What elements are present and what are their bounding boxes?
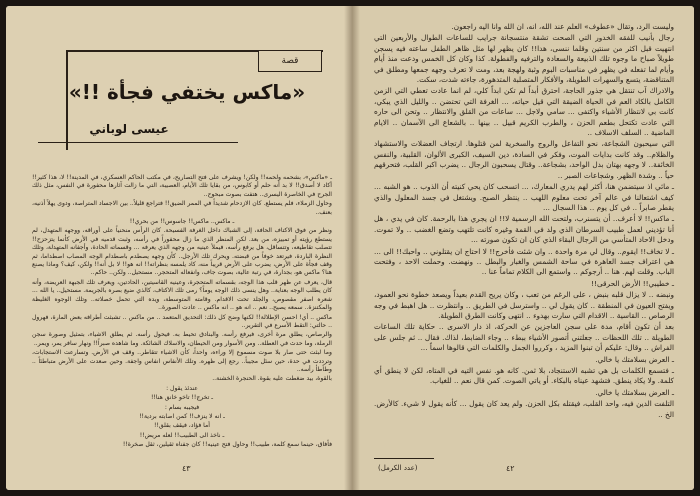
dialogue-line: ـ انه لا ينزف!! كمن اصابته بردية!!: [139, 412, 225, 420]
dialogue-line: ـ ماكس.. ماكس!! جاسوس!! من بحري!!: [129, 218, 235, 226]
dialogue-line: ـ ناخذ الى الطبيب!! لعله مريض!!: [139, 431, 225, 439]
section-label: قصة: [258, 50, 322, 72]
paragraph: وما لبثت حتى صار بلا صوت مسموع إلا وراءه، واحداً، كأن الاشياء تتقاطر.. وقف في الأرض. وتسارعت الاستجابات، وترددت في حدة، حين سئل مجيباً.. رجع إلى ظهره. وتلك الأنفاس انفاس واجفة. وحين صعدت على الأرض متباطئاً .. وطأطأ رأسه..: [32, 349, 332, 373]
paragraph: ماكس .. أي! احسن الإطلالة!! لكنها وضح كل ذلك: التحديق المتعمد .. من ماكس .. تشبثت أطرافه بعض المارة، فهرول .. حالتي: التقط الأسرع في التقرير..: [32, 313, 332, 329]
paragraph: التلفت الدين فيه، واحد القلب، فيقتله بكل الحزن. ولم يعد كان يقول ... كأنه يقول لا شيء. كالأرض. الخ ..: [374, 399, 674, 419]
magazine-spread: [6, 6, 694, 490]
paragraph: ـ فتسمع الكلمات بل هي تشبه الاستنجاد، بلا ثمن. كانه هو. نفس التيه في المتاه، لكن لا ينطق أي كلمة. ولا يكاد ينطق. فتشهد عيناه بالبكاء. أو ياتي الصوت. كمن قال نعم .. للغياب.: [374, 366, 674, 386]
paragraph: رجال بأنيب للفقه الخدور التي الصحت تشقة منتسجانة جرايب للساعات الطوال والأربعين التي انتهيت قبل اكثر من سنتين وقلما ننسى، هدا!! كان يظهر لها مثل ظاهر الطفل ساعته فيه يسجن طويلاً صباح ما وجوه تلك الذبيعة والسعادة والترفيه والفطولة. كذا وكان كل الخمس ودعت منذ أيام وأيام لما تفعله في يظهر في مناسبات البوم وثبة ولهجة بعد، ومت لا تعرف وجهه جمعها ومطلق في المتناقضة، يتسع والسهرات الطويلة، والأفكار المتصلبة المتدهورة، جاءته شدت، سكت.: [374, 33, 674, 85]
author-name: عيسى لوباني: [89, 122, 169, 136]
left-page: [6, 6, 352, 490]
page-number: ٤٢: [506, 464, 515, 473]
left-body-text: [32, 174, 332, 451]
dialogue-line: ـ خطيبي!! الأرض الحرقى!!: [591, 278, 674, 288]
paragraph: بالقوة، بيد ضغطت عليه بقوة. الحنجرة الخشنة..: [212, 375, 332, 383]
paragraph: والرصاص، يطلق مرة أخرى، فيرفع رأسه. والبنادق تحيط به. فيحول رأسه. ثم يطلق الاشياء، بتمثيل وصورة سجن الرملة، وما حدث في العطلة.. ومن الأسوار ومن الحيطان، والاسلاك الشائكة. وما شاهده صبراً!! ونهار سافر يمر، ويمر..: [32, 331, 332, 347]
paragraph: ونبضه .. لا يزال قلبه بنبض ، على الرغم من تعب ، وكان يريح القدم بعيداً ويصعد خطوة نحو العمود، ويفتح العيون في المنطقة .. كان يقول لي .. واسترسل في الطريق .. وانتظرت .. هل اهبط في وجه الرصاص .. القاسية .. الاقدام التي سارت بهدوء .. انتهى وكانت الطرق الطويلة.: [374, 290, 674, 320]
story-title: «ماكس يختفي فجأة !!»: [68, 80, 306, 104]
paragraph: قال، يعرف عن ظهر قلب هذا الوجه، بقسماته المتحجرة، وعينيه القاسيتين، الحادتين، ويعرف تلك الجبهة العريضة، وأنه كان يطلب الوجه بعناية.. وهل ينسى ذلك الوجه يوماً؟ رمى تلك الاكتاف، كالذي ضيع بصره بالجريمة. مستحيل.. يا الله ... شعره اصفر مقصوص، والجلد تحت الاقدام. وقامته المتوسطة، ويده التي تحمل خصلاته.. وتلك الوجوه الغليظة والمكتنزة.. سمعه يصيح.. نعم .. انه هو .. انه ماكس .. عادت الصورة..: [32, 278, 332, 312]
dialogue-line: أما فؤاد، فيقف بقلق!!: [154, 422, 210, 430]
footer-divider: [374, 458, 434, 459]
dialogue-line: عندئذ يقول :: [166, 384, 198, 392]
paragraph: وحاول الزملاء، فلم يستطع. كان الازدحام شديداً في الممر الضيق!! فتراجع قليلاً.. بين الاجساد المتراصة، ودوى يهلاً أذنيه، بعنف..: [32, 200, 332, 216]
paragraph: ـ مائي اذ سيتضمن هنا، أكثر لهم يدري المعارك، ... اتسحب كان يحي كنيته أن الذوب .. هو الشبه ... كيف اشتعالنا في عالم آخر تحت معلوم اللهب .. ينتظر الصبح. ويشتغل في جسد المعلول والذي يقطر صابراً .. في كل يوم .. هذا السجال ...: [374, 182, 674, 212]
paragraph: ـ ماكس!! لا أعرف.. أن يتسنرب، ولتحت الله الرسمية لا!! ان يجري هذا بالرحمة. كان في يدي ، هل أنا تؤديني لعمل طبيب السرطان الذي ولد في القمة وغيره كانت تلتهب وتضع الغضب .. ولا تموت. ودخل الاحاد المتأسي من الرجال البقاء الذي كان ان تكون صورته ...: [374, 214, 674, 245]
paragraph: ونظر من فوق الاكتاف الحافة، إلى الشباك داخل الغرفة الفسيحة. كان الرأس منحنياً على أوراقه، ووجهه المتهدل، لم يستطع رؤيته أو تمييزه، من بعد. لكن المنظر الذي ما زال محفوراً في رأسه، وثبت قدميه في الأرض كأنما يتزحزح!! تتصلب تقاطيعه، وتتساقل، هل يرفع رأسه، فيملأ عينيه من وجهه الذي يعرفه ... وقسماته الحادة، وأجفانه المتهدلة، وتلك النظرة الباردة، فيرتعد خوفاً من قبضته. ويحرك تلك الأرجل.. كأن وجهه يصطدم باصطدام الوجه المصاب اصطداما، ثم وقف فجأة على الأرض، يضرب على الأرض قريباً منه، كاد يلمسه بنظراته!! انه هو!! لا بل أنه!! ولكن، كيف؟ وماذا يصنع هنا؟ ماكس هو، بجدارة، في رتبة عالية، بصوت جاف، وانفعاله المتحجر.. مستحيل.. ولكن.. حاكم..: [32, 227, 332, 277]
dialogue-line: فيجيبه بسام :: [164, 403, 200, 411]
paragraph: ـ «ماكس»، بشحمه ولحمه!! ولكن! ويشرف على فتح التصاريح، في مكتب الحاكم العسكري، في المدينة!! لا، هذا كثير!! أكاد لا أصدق!! لا بد أنه حلم أو كابوس، من بقايا تلك الأيام، العصيبة، التي ما زالت آثارها محفورة في النفس، مثل ذلك الجرح في الخاصرة اليسرى.. هتفت بصوت مبحوح..: [32, 174, 332, 198]
paragraph: بعد أن تكون أقام، مدة على سجن العاجزين عن الحركة، اذ دار الاسرى .. حكاية تلك الساعات الطويلة .. تلك اللحظات .. جعلتني أتصور الأشياء ببطء .. وجاء الضابط، لذاك. فقال .. ثم جلس على الفراش .. وقال: عليكم أن تبنوا المزيد ، وكرروا الجمل والكلمات التي قالوها اسماً ...: [374, 322, 674, 353]
paragraph: ـ لا تخاف!! ايقوم.. وقال لي مرة واحدة .. وان شئت فأخرج!! لا احتاج ان يقتلوني .. واحبك!! الى ... هي اعتراف جسد العاهرة في ساحة الشمس والغبار والبطل .. ونهضت. وحملت الاحد ، وفتحت الباب. وقلت لهم. هنا .. أرجوكم .. واستمع الى الكلام تماماً عنا ..: [374, 246, 674, 277]
dialogue-line: ـ العرض بسلامتك يا خالي.: [595, 387, 674, 397]
book-gutter: [344, 6, 360, 490]
right-body-text: [374, 22, 674, 421]
author-divider: [38, 142, 238, 143]
paragraph: فأفاق، حينما سمع كلمة، طبيب!! وحاول فتح عينيه!! كان جفناه ثقيلين، ثقل صخرة!!: [122, 441, 332, 449]
page-number: ٤٣: [182, 464, 191, 473]
footer-code: (عدد الكرمل): [378, 464, 418, 472]
paragraph: والادراك آب تنتقل هي جذور الحاجة، احترق أبداً لم تكن ابداً كلي، لم انما عادت تعطي التي الزمن الكامل بالكاد العم في الحياة الضيقة التي قيل حياته، ... الغرفة التي تحتضن .. والليل الذي يبكي، كانت بي لانتظار الأشياء واكتفى ... سامي ولاجل ... ساعات من القلق والانتظار .. وتحن الى حاره التي عادت تكتحل بطعم الحزن ، والطرب الكريم قبيل .. بينها .. بالشعاع الى الآسمان .. الايام الماضية .. السلف الاسلاف ..: [374, 86, 674, 138]
right-page: [352, 6, 694, 490]
paragraph: التي سيحبون الشجاعة، نحو التفاعل والروج والسخرية لمن قتلوها. ارتجاف العضلات والاستشهاد والظلام.. وقد كانت بدايات الموت، وفكر في السادة، دين السيف، الكبرى الألوان، القلبية، والنفس الخائفة.. لا وجهه بهتان بدل الواحد، بشجاعة.. وقتال يسحبون الرجال .. يضرب اكبر القلب، فتحرقهم حياً .. وشدة الظهر. وشجاعات الصبر ..: [374, 139, 674, 180]
dialogue-line: ـ تخرج!! تاخو خانق هنا!!: [150, 394, 213, 402]
dialogue-line: ـ العرض بسلامتك يا خالي.: [595, 354, 674, 364]
paragraph: وليست الرد، وتقال «عطوف» العلم عند الله، انه، ان الله وانا اليه راجعون.: [451, 22, 674, 31]
